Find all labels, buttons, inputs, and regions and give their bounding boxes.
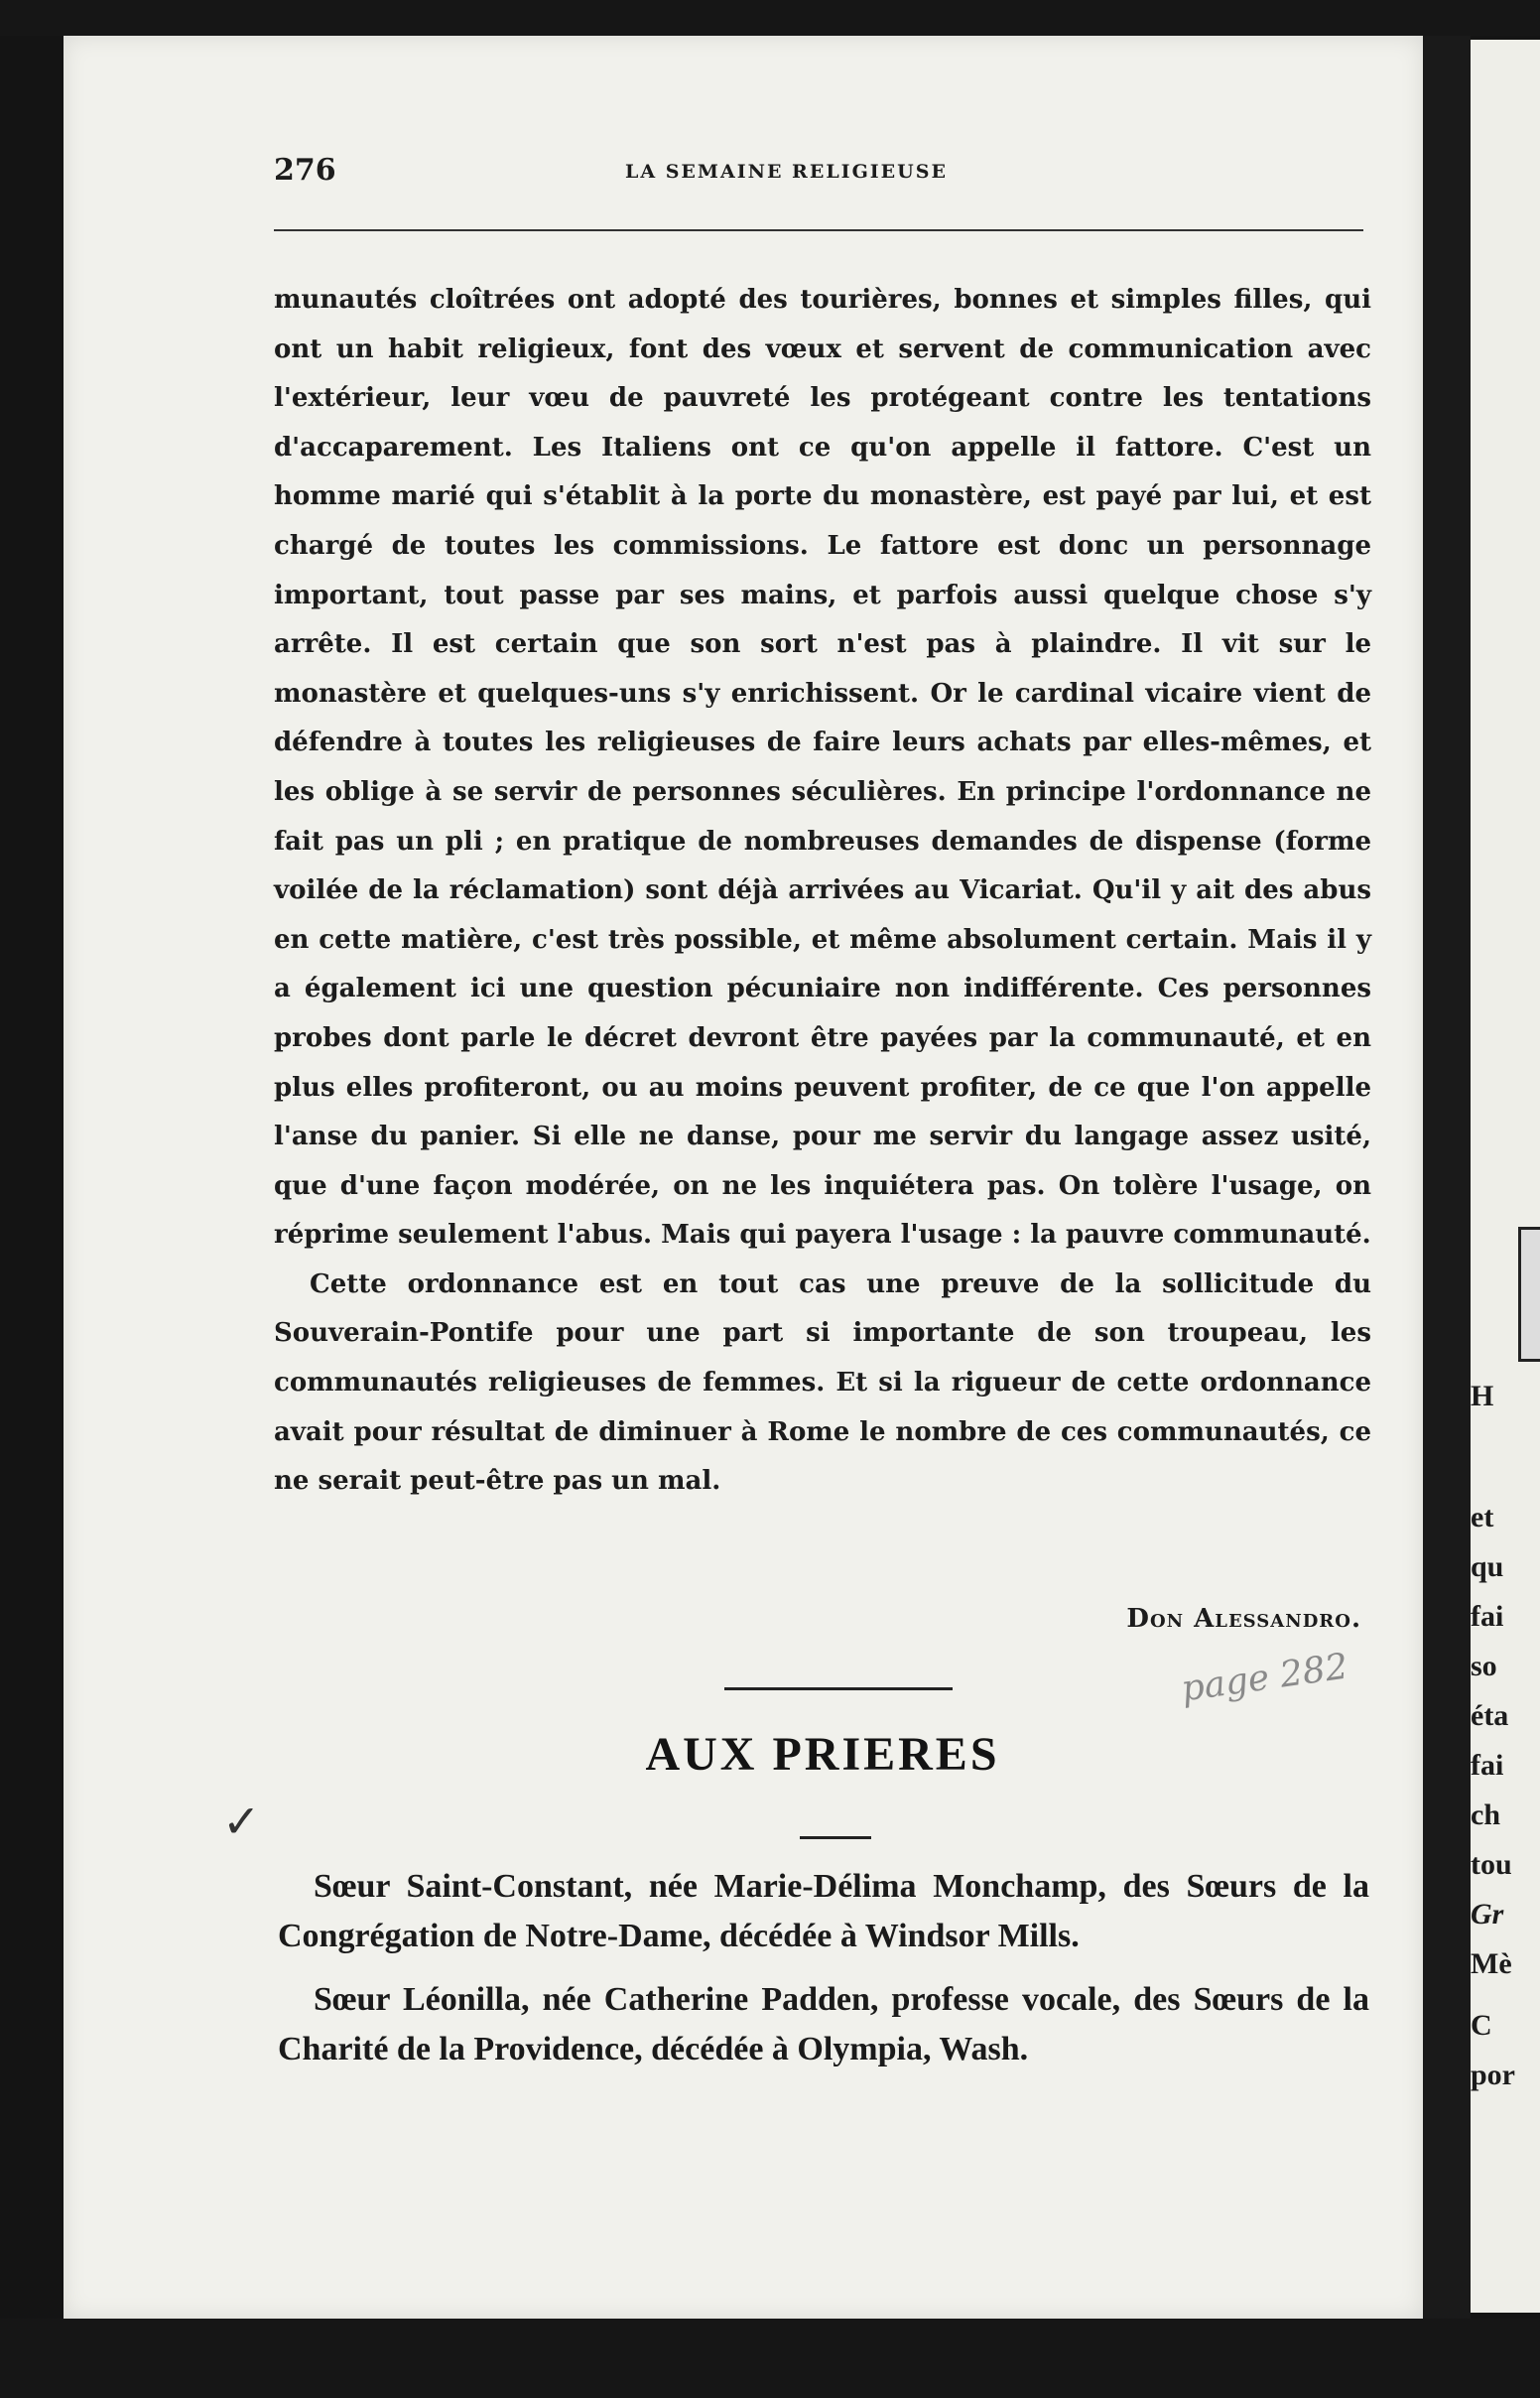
- title-dash: [800, 1836, 871, 1839]
- next-page-fragment: Mè: [1471, 1947, 1512, 1980]
- next-page-fragment: H: [1471, 1380, 1494, 1412]
- next-page-fragment: fai: [1471, 1600, 1504, 1633]
- next-page-fragment: por: [1471, 2059, 1515, 2091]
- author-signature: Don Alessandro.: [1126, 1604, 1361, 1634]
- prayer-entry: Sœur Léonilla, née Catherine Padden, professe vocale, des Sœurs de la Charité de la Providence, décédée à Olympia, Wash.: [278, 1981, 1369, 2067]
- next-page-fragment: tou: [1471, 1848, 1512, 1881]
- handwritten-note: page 282: [1178, 1646, 1351, 1710]
- section-divider: [724, 1687, 953, 1690]
- book-gutter: [1423, 36, 1471, 2319]
- next-page-fragment: et: [1471, 1501, 1494, 1533]
- scan-border-top: [0, 0, 1540, 36]
- next-page-fragment: C: [1471, 2009, 1492, 2042]
- check-mark-icon: ✓: [222, 1795, 261, 1848]
- page-number: 276: [274, 153, 336, 188]
- article-body: [274, 276, 1371, 1507]
- article-paragraph: Cette ordonnance est en tout cas une preuve de la sollicitude du Souverain-Pontife pour une part si importante de son troupeau, les communautés religieuses de femmes. Et si la rigueur de cette ordonnance avait pour résultat de diminuer à Rome le nombre de ces communautés, ce ne serait peut-être pas un mal.: [274, 1268, 1371, 1497]
- page-header: [208, 153, 1369, 193]
- article-paragraph: munautés cloîtrées ont adopté des tourières, bonnes et simples filles, qui ont un habit religieux, font des vœux et servent de communication avec l'extérieur, leur vœu de pauvreté les protégeant contre les tentations d'accaparement. Les Italiens ont ce qu'on appelle il fattore. C'est un homme marié qui s'établit à la porte du monastère, est payé par lui, et est chargé de toutes les commissions. Le fattore est donc un personnage important, tout passe par ses mains, et parfois aussi quelque chose s'y arrête. Il est certain que son sort n'est pas à plaindre. Il vit sur le monastère et quelques-uns s'y enrichissent. Or le cardinal vicaire vient de défendre à toutes les religieuses de faire leurs achats par elles-mêmes, et les oblige à se servir de personnes séculières. En principe l'ordonnance ne fait pas un pli ; en pratique de nombreuses demandes de dispense (forme voilée de la réclamation) sont déjà arrivées au Vicariat. Qu'il y ait des abus en cette matière, c'est très possible, et même absolument certain. Mais il y a également ici une question pécuniaire non indifférente. Ces personnes probes dont parle le décret devront être payées par la communauté, et en plus elles profiteront, ou au moins peuvent profiter, de ce que l'on appelle l'anse du panier. Si elle ne danse, pour me servir du langage assez usité, que d'une façon modérée, on ne les inquiétera pas. On tolère l'usage, on réprime seulement l'abus. Mais qui payera l'usage : la pauvre communauté.: [274, 285, 1371, 1251]
- prayer-list: [278, 1862, 1369, 2088]
- scan-border-bottom: [0, 2319, 1540, 2398]
- running-title: LA SEMAINE RELIGIEUSE: [625, 161, 948, 183]
- next-page-fragment: qu: [1471, 1550, 1504, 1583]
- next-page-fragment: fai: [1471, 1749, 1504, 1782]
- next-page-fragment: éta: [1471, 1699, 1509, 1732]
- next-page-fragment: so: [1471, 1650, 1497, 1682]
- next-page-ornament: [1518, 1227, 1540, 1362]
- next-page-fragment: Gr: [1471, 1898, 1504, 1931]
- header-rule: [274, 229, 1363, 231]
- prayer-entry: Sœur Saint-Constant, née Marie-Délima Monchamp, des Sœurs de la Congrégation de Notre-Dame, décédée à Windsor Mills.: [278, 1868, 1369, 1954]
- section-title: AUX PRIERES: [645, 1728, 1000, 1781]
- next-page-fragment: ch: [1471, 1798, 1500, 1831]
